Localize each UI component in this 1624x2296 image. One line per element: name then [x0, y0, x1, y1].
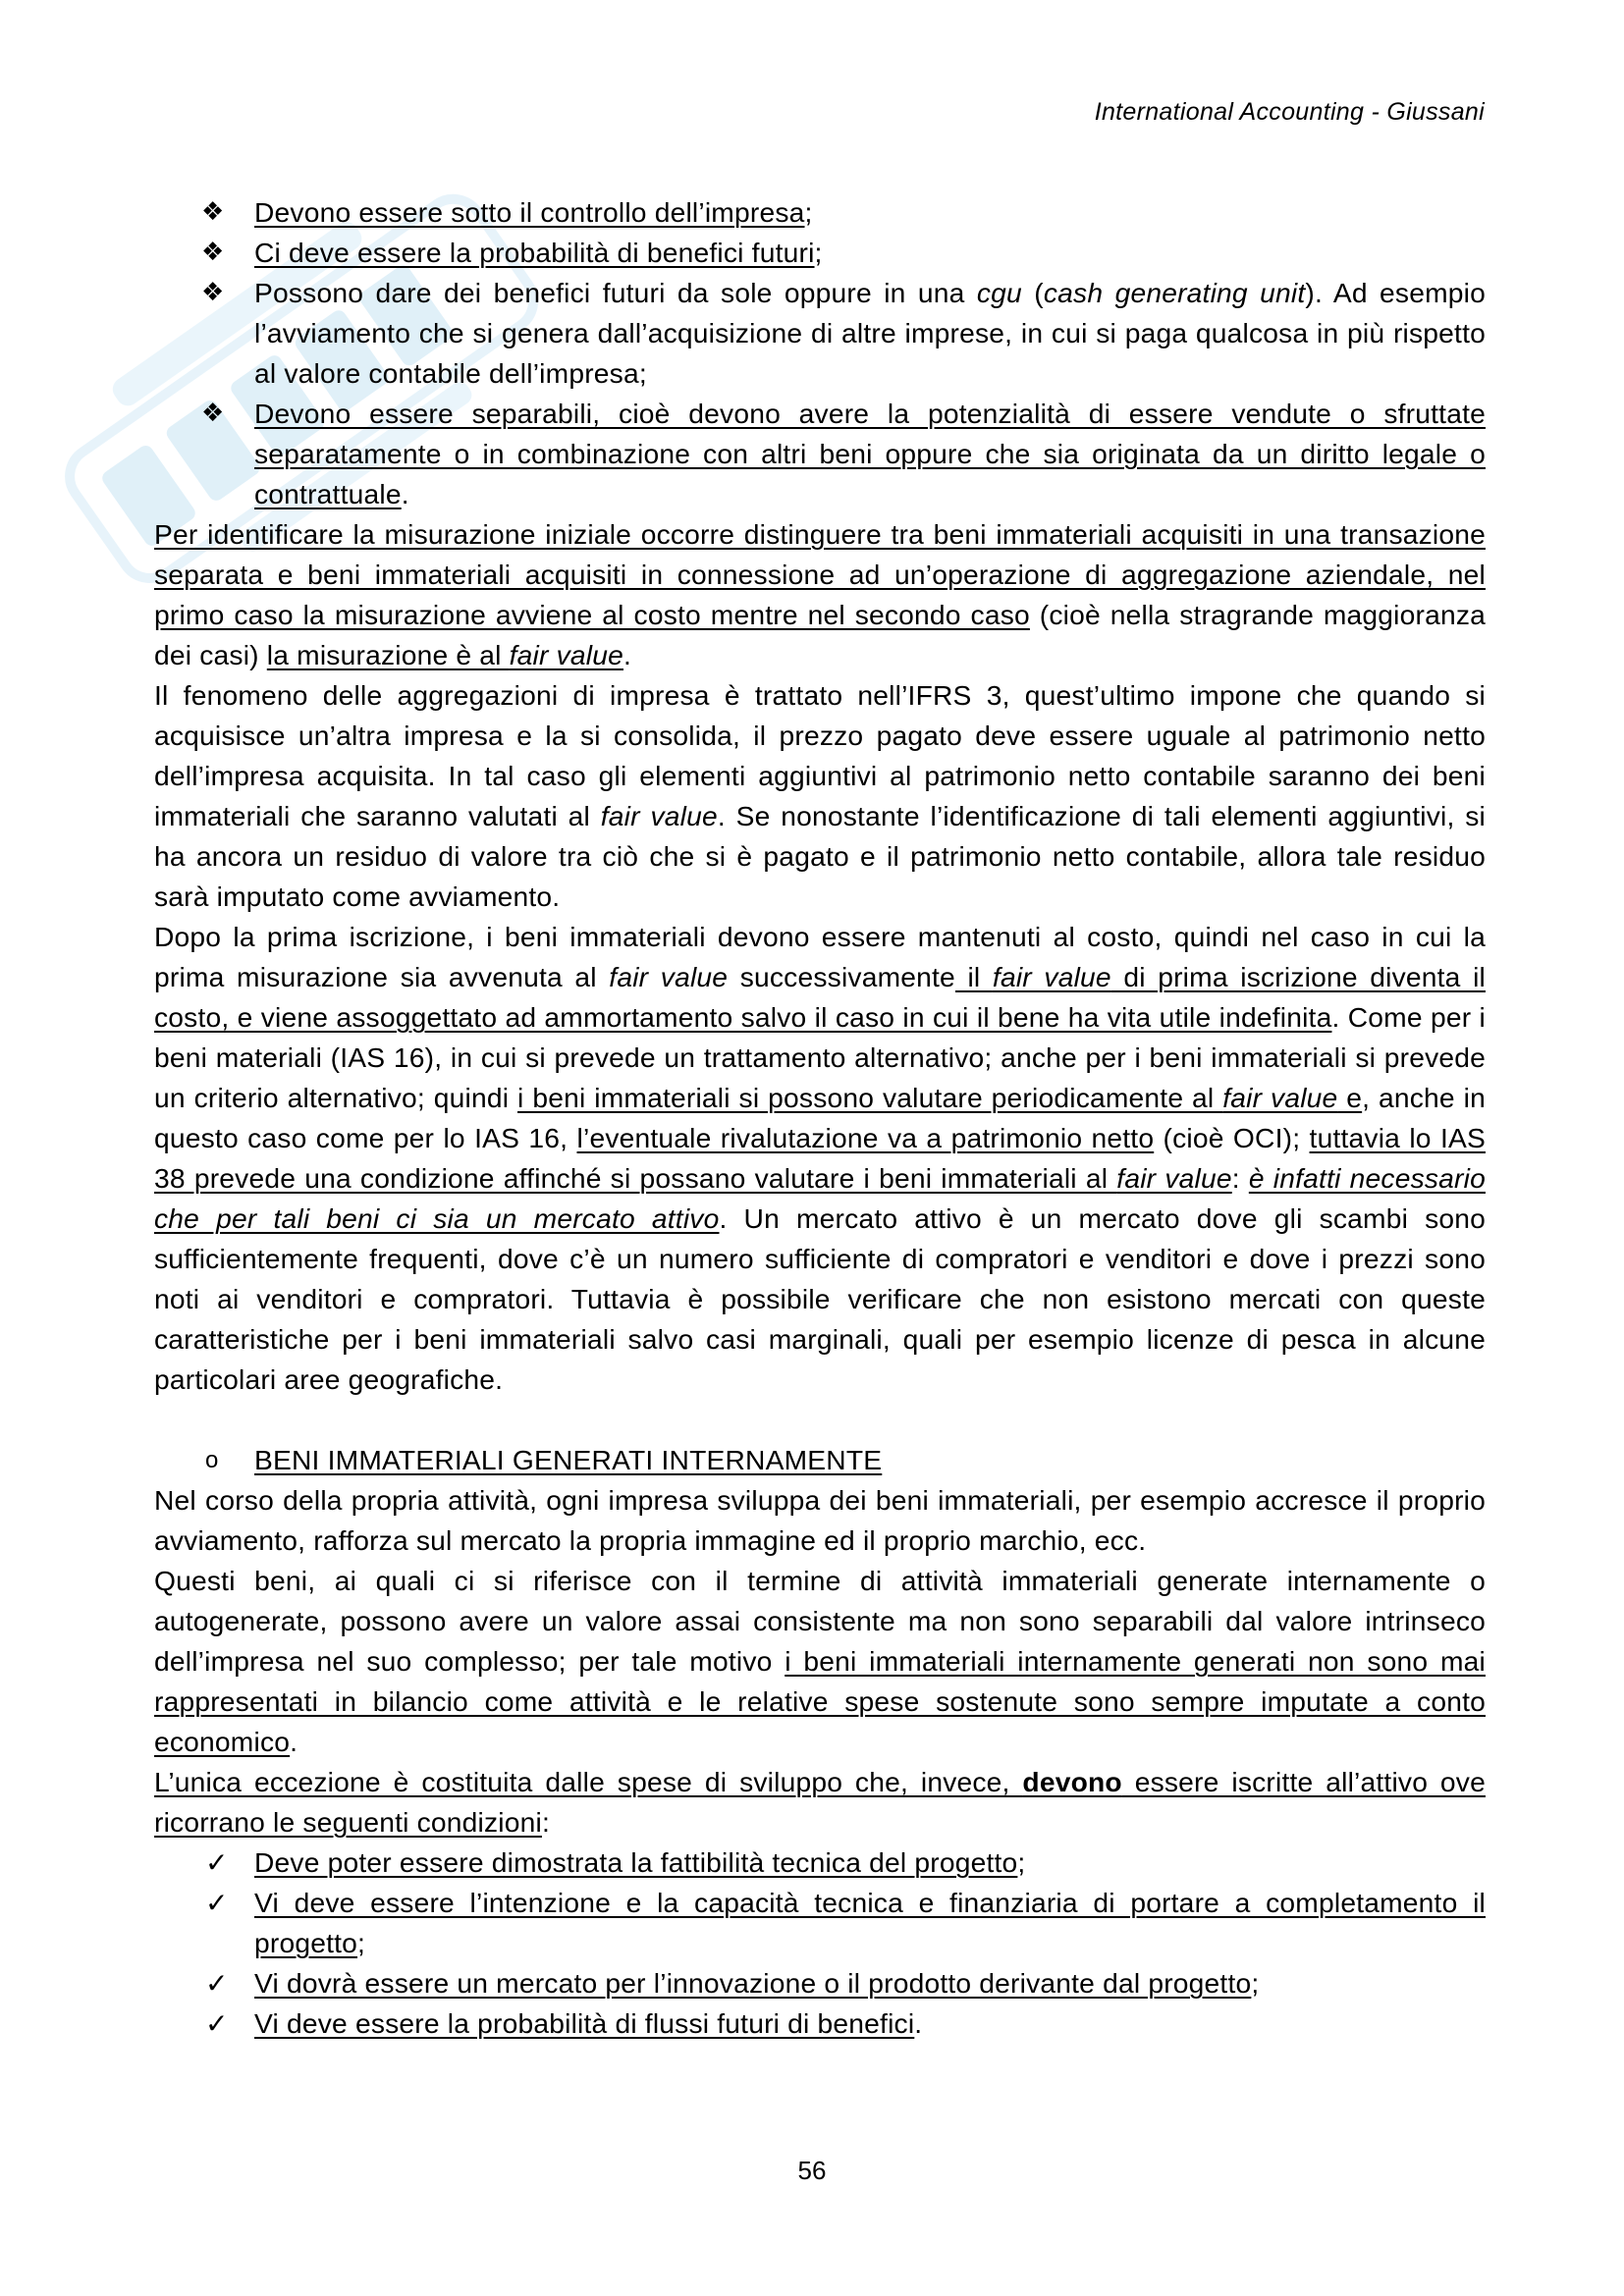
requirements-list [154, 192, 1486, 514]
paragraph-development: Nel corso della propria attività, ogni impresa sviluppa dei beni immateriali, per esempio accresce il proprio avviamento, rafforza sul mercato la propria immagine ed il proprio marchio, ecc. [154, 1484, 1486, 1556]
conditions-list [154, 1842, 1486, 2044]
paragraph-internally-generated: Questi beni, ai quali ci si riferisce con il termine di attività immateriali generate internamente o autogenerate, possono avere un valore assai consistente ma non sono separabili dal valore intrinseco dell’impresa nel suo complesso; per tale motivo i beni immateriali internamente generati non sono mai rappresentati in bilancio come attività e le relative spese sostenute sono sempre imputate a conto economico. [154, 1565, 1486, 1757]
paragraph-exception: L’unica eccezione è costituita dalle spese di sviluppo che, invece, devono essere iscritte all’attivo ove ricorrano le seguenti condizioni: [154, 1766, 1486, 1838]
page-header-title: International Accounting - Giussani [1094, 98, 1485, 126]
list-item: ❖ Possono dare dei benefici futuri da sole oppure in una cgu (cash generating unit). Ad esempio l’avviamento che si genera dall’acquisizione di altre imprese, in cui si paga qualcosa in più rispetto al valore contabile dell’impresa; [154, 273, 1486, 394]
section-heading: o BENI IMMATERIALI GENERATI INTERNAMENTE [154, 1440, 1486, 1480]
paragraph-initial-measurement: Per identificare la misurazione iniziale occorre distinguere tra beni immateriali acquisiti in una transazione separata e beni immateriali acquisiti in connessione ad un’operazione di aggregazione aziendale, nel primo caso la misurazione avviene al costo mentre nel secondo caso (cioè nella stragrande maggioranza dei casi) la misurazione è al fair value. [154, 518, 1486, 670]
list-item: ✓ Vi dovrà essere un mercato per l’innovazione o il prodotto derivante dal progetto; [154, 1963, 1486, 2003]
paragraph-ifrs3: Il fenomeno delle aggregazioni di impresa è trattato nell’IFRS 3, quest’ultimo impone che quando si acquisisce un’altra impresa e la si consolida, il prezzo pagato deve essere uguale al patrimonio netto dell’impresa acquisita. In tal caso gli elementi aggiuntivi al patrimonio netto contabile saranno dei beni immateriali che saranno valutati al fair value. Se nonostante l’identificazione di tali elementi aggiuntivi, si ha ancora un residuo di valore tra ciò che si è pagato e il patrimonio netto contabile, allora tale residuo sarà imputato come avviamento. [154, 679, 1486, 912]
paragraph-subsequent-measurement: Dopo la prima iscrizione, i beni immateriali devono essere mantenuti al costo, quindi nel caso in cui la prima misurazione sia avvenuta al fair value successivamente il fair value di prima iscrizione diventa il costo, e viene assoggettato ad ammortamento salvo il caso in cui il bene ha vita utile indefinita. Come per i beni materiali (IAS 16), in cui si prevede un trattamento alternativo; anche per i beni immateriali si prevede un criterio alternativo; quindi i beni immateriali si possono valutare periodicamente al fair value e, anche in questo caso come per lo IAS 16, l’eventuale rivalutazione va a patrimonio netto (cioè OCI); tuttavia lo IAS 38 prevede una condizione affinché si possano valutare i beni immateriali al fair value: è infatti necessario che per tali beni ci sia un mercato attivo. Un mercato attivo è un mercato dove gli scambi sono sufficientemente frequenti, dove c’è un numero sufficiente di compratori e venditori e dove i prezzi sono noti ai venditori e compratori. Tuttavia è possibile verificare che non esistono mercati con queste caratteristiche per i beni immateriali salvo casi marginali, quali per esempio licenze di pesca in alcune particolari aree geografiche. [154, 921, 1487, 1395]
list-item: ❖ Devono essere sotto il controllo dell’impresa; [154, 192, 1486, 233]
page-body [154, 192, 1486, 2044]
list-item: ✓ Vi deve essere la probabilità di flussi futuri di benefici. [154, 2003, 1486, 2044]
list-item: ❖ Ci deve essere la probabilità di benefici futuri; [154, 233, 1486, 273]
list-item: ✓ Vi deve essere l’intenzione e la capacità tecnica e finanziaria di portare a completamento il progetto; [154, 1883, 1486, 1963]
page-number: 56 [797, 2156, 827, 2185]
list-item: ✓ Deve poter essere dimostrata la fattibilità tecnica del progetto; [154, 1842, 1486, 1883]
circle-bullet-icon: o [205, 1447, 219, 1473]
list-item: ❖ Devono essere separabili, cioè devono avere la potenzialità di essere vendute o sfruttate separatamente o in combinazione con altri beni oppure che sia originata da un diritto legale o contrattuale. [154, 394, 1486, 514]
